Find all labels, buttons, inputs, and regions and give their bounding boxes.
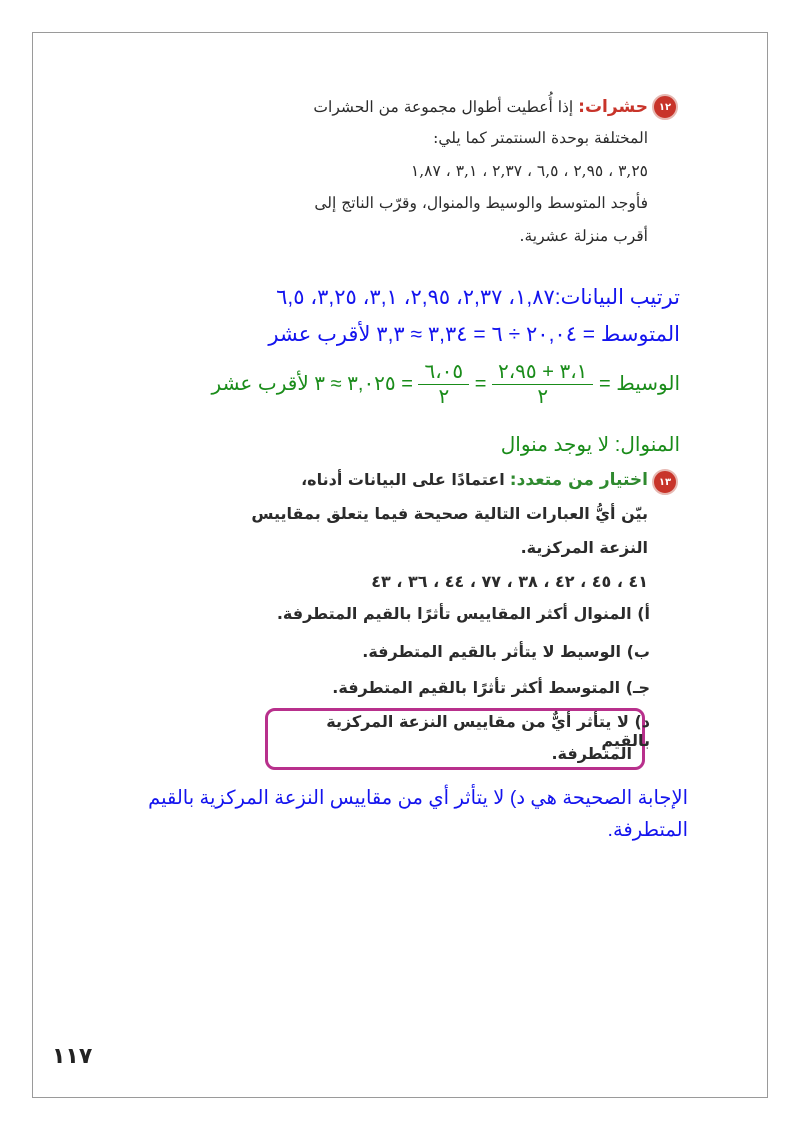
q13-text-1: اعتمادًا على البيانات أدناه،	[301, 470, 505, 489]
median-fraction-1-numerator: ٣،١ + ٢،٩٥	[492, 360, 593, 385]
option-text-c: المتوسط أكثر تأثرًا بالقيم المتطرفة.	[332, 678, 621, 697]
q13-option-c[interactable]	[230, 678, 650, 697]
q12-title: حشرات:	[578, 97, 648, 117]
option-text-a: المنوال أكثر المقاييس تأثرًا بالقيم المتطرفة.	[276, 604, 632, 623]
median-label: الوسيط	[616, 372, 680, 395]
q13-line-1	[228, 470, 648, 490]
answer-line-1: الإجابة الصحيحة هي د) لا يتأثر أي من مقاييس النزعة المركزية بالقيم	[148, 787, 688, 809]
q13-option-b[interactable]	[230, 642, 650, 661]
q13-title: اختيار من متعدد:	[509, 470, 648, 490]
q12-line-4: أقرب منزلة عشرية.	[519, 227, 648, 245]
solution-mean: المتوسط = ٢٠,٠٤ ÷ ٦ = ٣,٣٤ ≈ ٣,٣ لأقرب عشر	[268, 323, 680, 346]
solution-mode: المنوال: لا يوجد منوال	[500, 434, 680, 456]
page-frame	[32, 32, 768, 1098]
solution-ordering: ترتيب البيانات:١,٨٧، ٢,٣٧، ٢,٩٥، ٣,١، ٣,٢٥، ٦,٥	[276, 286, 680, 309]
median-result: = ٣,٠٢٥ ≈ ٣ لأقرب عشر	[211, 372, 413, 395]
option-letter-c: جـ)	[625, 678, 650, 697]
option-text-d-line-2: المتطرفة.	[551, 744, 632, 763]
q13-option-a[interactable]	[230, 604, 650, 623]
question-number-badge-13: ١٣	[652, 469, 678, 495]
option-letter-a: أ)	[637, 604, 650, 623]
option-letter-d: د)	[634, 712, 650, 731]
option-letter-b: ب)	[626, 642, 650, 661]
q12-data-line: ٣,٢٥ ، ٢,٩٥ ، ٦,٥ ، ٢,٣٧ ، ٣,١ ، ١,٨٧	[410, 162, 648, 180]
answer-line-2: المتطرفة.	[607, 819, 688, 841]
question-number-badge-12: ١٢	[652, 94, 678, 120]
median-fraction-2	[418, 360, 469, 409]
page-number: ١١٧	[52, 1044, 93, 1069]
q13-line-3: النزعة المركزية.	[520, 538, 648, 557]
median-fraction-1	[492, 360, 593, 409]
option-text-d: لا يتأثر أيٌّ من مقاييس النزعة المركزية بالقيم	[326, 712, 650, 750]
option-text-b: الوسيط لا يتأثر بالقيم المتطرفة.	[362, 642, 622, 661]
q12-line-2: المختلفة بوحدة السنتمتر كما يلي:	[433, 129, 648, 147]
solution-median: الوسيط = $\frac{٣،١ + ٢،٩٥}{٢}$ = $\frac{٦،٠٥}{٢}$ = ٣,٠٢٥ ≈ ٣ لأقرب عشر	[211, 361, 680, 408]
median-fraction-1-denominator: ٢	[537, 386, 549, 408]
q12-line-3: فأوجد المتوسط والوسيط والمنوال، وقرّب الناتج إلى	[314, 194, 648, 212]
q13-line-2: بيّن أيُّ العبارات التالية صحيحة فيما يتعلق بمقاييس	[251, 504, 648, 523]
median-fraction-2-numerator: ٦،٠٥	[418, 360, 469, 385]
q13-data-line: ٤١ ، ٤٥ ، ٤٢ ، ٣٨ ، ٧٧ ، ٤٤ ، ٣٦ ، ٤٣	[371, 572, 648, 591]
q12-line-1	[248, 97, 648, 117]
median-fraction-2-denominator: ٢	[438, 386, 450, 408]
q12-text-1: إذا أُعطيت أطوال مجموعة من الحشرات	[313, 98, 574, 116]
